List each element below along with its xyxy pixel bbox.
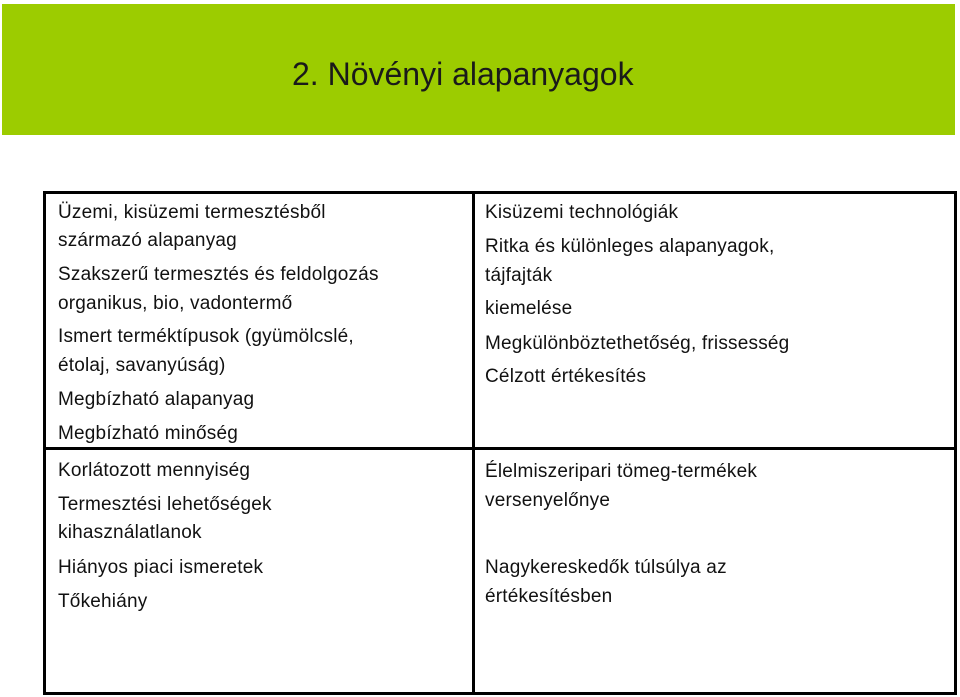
cell-line: Megkülönböztethetőség, frissesség: [485, 333, 790, 354]
cell-line: Szakszerű termesztés és feldolgozás: [58, 264, 379, 285]
cell-line: Üzemi, kisüzemi termesztésből: [58, 202, 326, 223]
cell-line: származó alapanyag: [58, 230, 237, 251]
cell-line: Korlátozott mennyiség: [58, 460, 251, 481]
cell-line: Megbízható minőség: [58, 423, 238, 444]
cell-line: Termesztési lehetőségek: [58, 494, 272, 515]
cell-line: organikus, bio, vadontermő: [58, 293, 293, 314]
cell-line: értékesítésben: [485, 586, 613, 607]
cell-line: Nagykereskedők túlsúlya az: [485, 557, 727, 578]
cell-line: Hiányos piaci ismeretek: [58, 557, 264, 578]
table-horizontal-divider: [46, 447, 954, 450]
cell-line: Kisüzemi technológiák: [485, 202, 679, 223]
cell-line: kihasználatlanok: [58, 522, 202, 543]
slide-title: 2. Növényi alapanyagok: [292, 56, 634, 92]
cell-line: versenyelőnye: [485, 490, 611, 511]
title-bar: [2, 4, 955, 135]
cell-line: tájfajták: [485, 265, 553, 286]
cell-line: Élelmiszeripari tömeg-termékek: [485, 461, 758, 482]
cell-line: kiemelése: [485, 298, 573, 319]
cell-line: Tőkehiány: [58, 591, 148, 612]
cell-line: Megbízható alapanyag: [58, 389, 255, 410]
table-vertical-divider: [472, 194, 475, 692]
cell-line: Ritka és különleges alapanyagok,: [485, 236, 775, 257]
cell-line: Célzott értékesítés: [485, 366, 647, 387]
cell-line: Ismert terméktípusok (gyümölcslé,: [58, 326, 354, 347]
cell-line: étolaj, savanyúság): [58, 355, 226, 376]
